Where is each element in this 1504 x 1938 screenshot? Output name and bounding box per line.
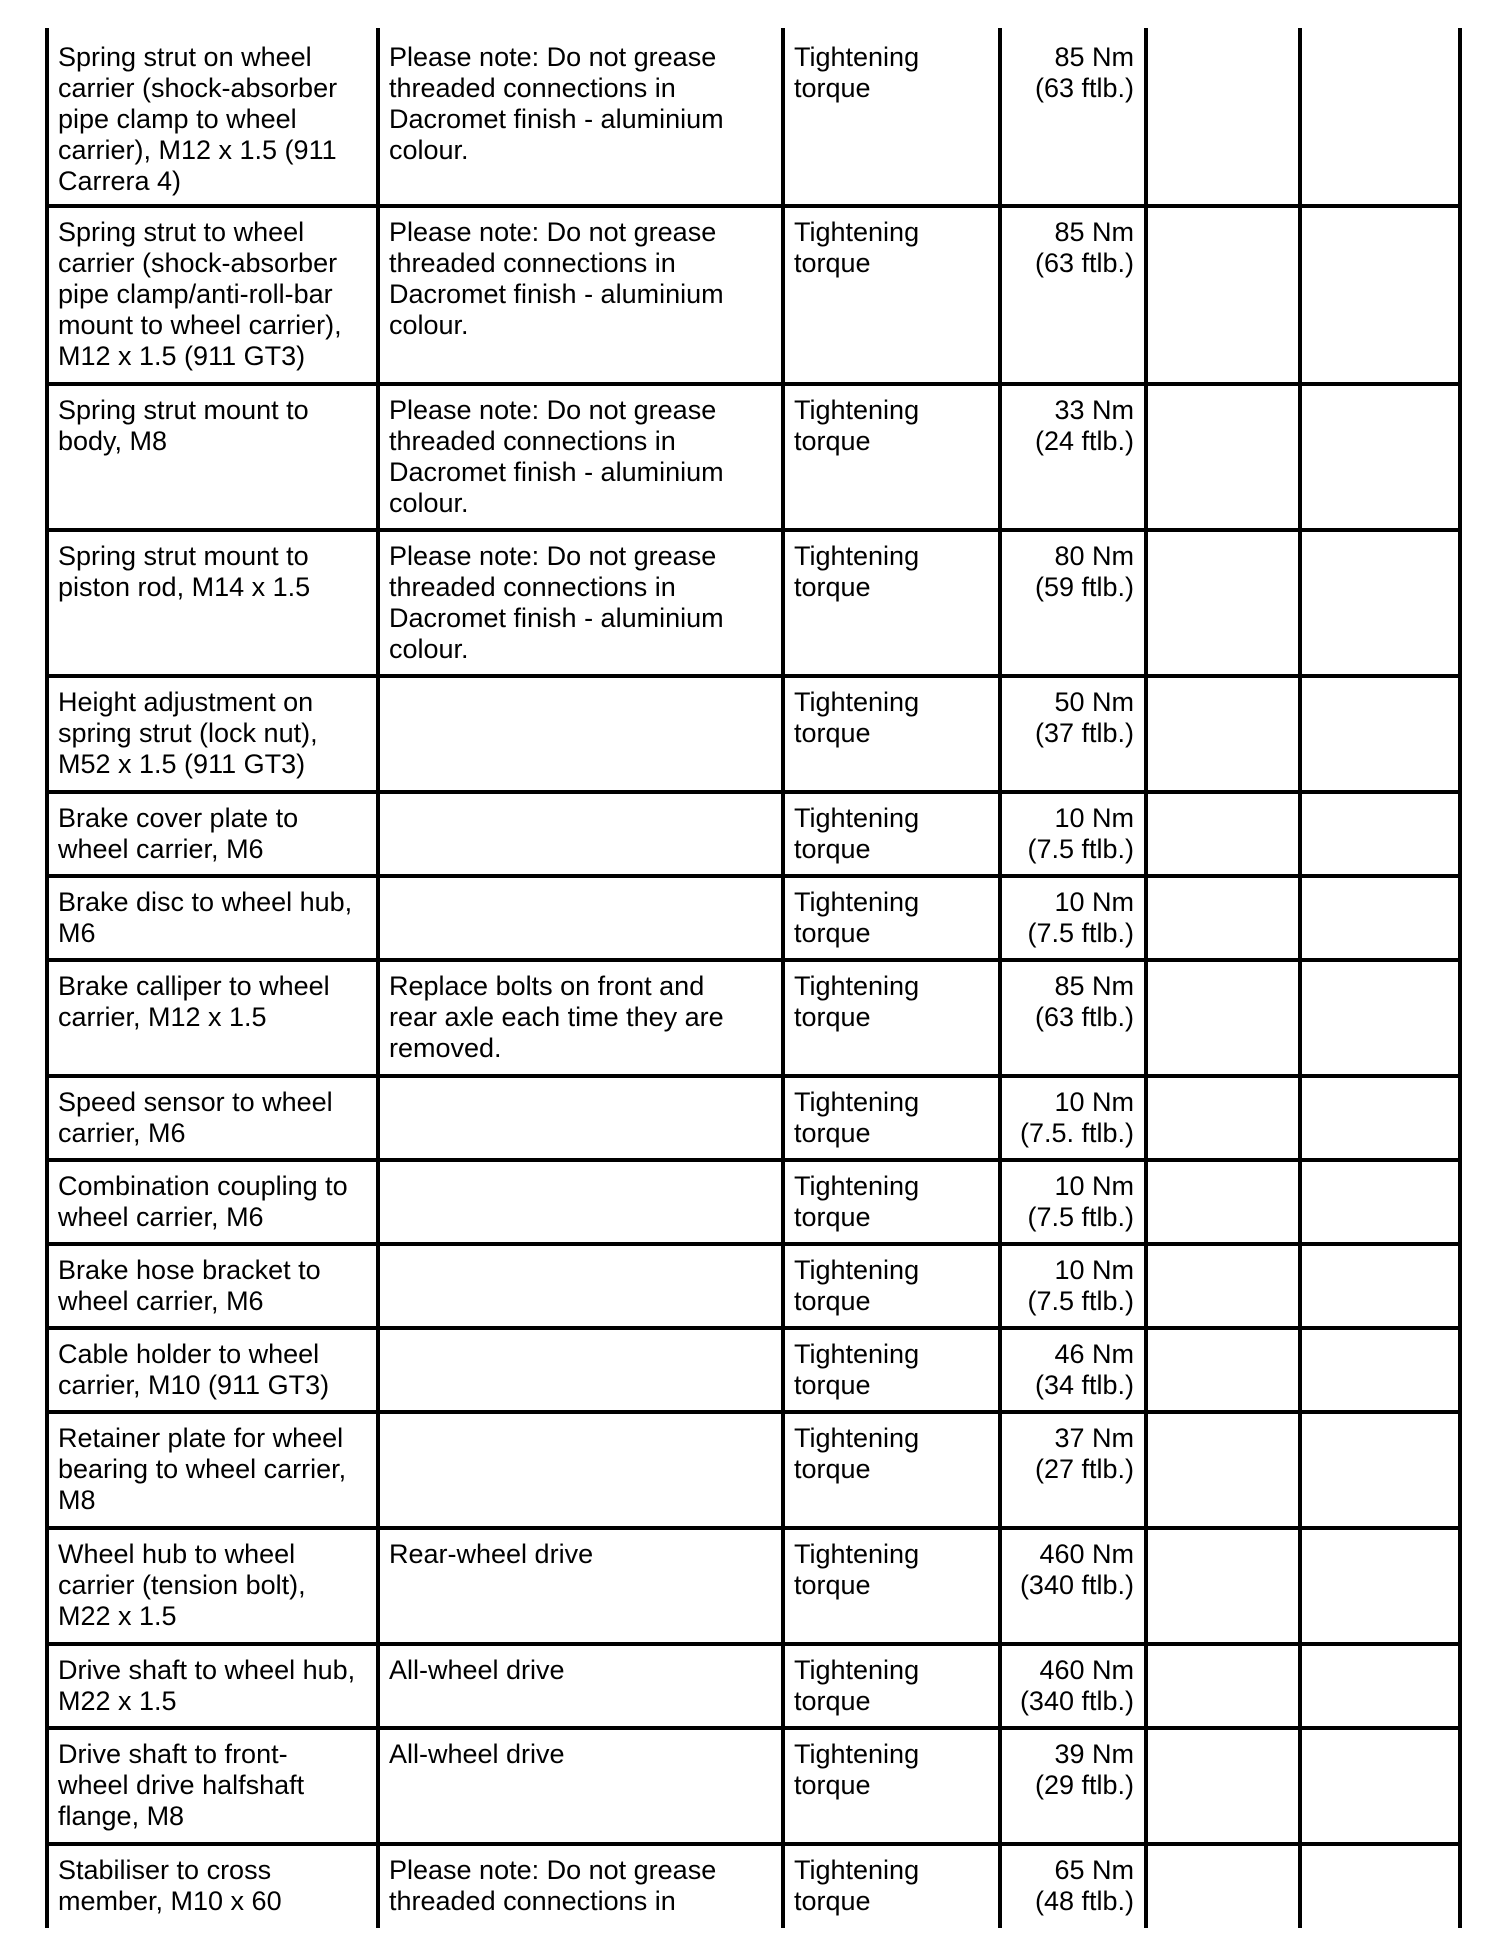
type-cell-line: Tightening bbox=[794, 1655, 920, 1685]
type-cell-line: torque bbox=[794, 918, 871, 948]
note-cell bbox=[378, 1528, 783, 1644]
component-cell bbox=[47, 206, 378, 384]
torque-value-cell-line: (340 ftlb.) bbox=[1019, 1686, 1134, 1716]
type-cell-line: Tightening bbox=[794, 803, 920, 833]
type-cell-line: Tightening bbox=[794, 1255, 920, 1285]
type-cell-line: torque bbox=[794, 718, 871, 748]
type-cell-line: torque bbox=[794, 1454, 871, 1484]
note-cell-line: Please note: Do not grease bbox=[389, 217, 717, 247]
type-cell-line: Tightening bbox=[794, 1087, 920, 1117]
component-cell-line: member, M10 x 60 bbox=[58, 1886, 282, 1916]
type-cell-line: Tightening bbox=[794, 1739, 920, 1769]
component-cell-line: M22 x 1.5 bbox=[58, 1686, 177, 1716]
note-cell-line: Please note: Do not grease bbox=[389, 1855, 717, 1885]
empty-cell-1 bbox=[1146, 206, 1300, 384]
type-cell-line: torque bbox=[794, 1770, 871, 1800]
torque-value-cell-line: 50 Nm bbox=[1054, 687, 1134, 717]
table-row bbox=[47, 206, 1460, 384]
type-cell-line: torque bbox=[794, 1002, 871, 1032]
empty-cell-1 bbox=[1146, 1076, 1300, 1160]
note-cell-line: rear axle each time they are bbox=[389, 1002, 724, 1032]
note-cell bbox=[378, 876, 783, 960]
torque-value-cell-line: 33 Nm bbox=[1054, 395, 1134, 425]
torque-value-cell bbox=[1000, 530, 1146, 676]
empty-cell-2 bbox=[1300, 792, 1460, 876]
type-cell bbox=[783, 1244, 1000, 1328]
note-cell bbox=[378, 1412, 783, 1528]
table-row bbox=[47, 530, 1460, 676]
component-cell-line: Height adjustment on bbox=[58, 687, 314, 717]
torque-value-cell bbox=[1000, 28, 1146, 206]
empty-cell-1 bbox=[1146, 1728, 1300, 1844]
torque-value-cell-line: 10 Nm bbox=[1054, 1255, 1134, 1285]
component-cell-line: M8 bbox=[58, 1485, 96, 1515]
type-cell-line: torque bbox=[794, 1202, 871, 1232]
empty-cell-2 bbox=[1300, 384, 1460, 530]
empty-cell-1 bbox=[1146, 1644, 1300, 1728]
note-cell-line: colour. bbox=[389, 488, 469, 518]
torque-value-cell-line: (7.5 ftlb.) bbox=[1027, 918, 1134, 948]
torque-value-cell bbox=[1000, 1844, 1146, 1928]
component-cell-line: Speed sensor to wheel bbox=[58, 1087, 333, 1117]
component-cell-line: Drive shaft to wheel hub, bbox=[58, 1655, 356, 1685]
component-cell-line: Brake disc to wheel hub, bbox=[58, 887, 353, 917]
table-row bbox=[47, 1160, 1460, 1244]
component-cell bbox=[47, 1244, 378, 1328]
note-cell-line: Dacromet finish - aluminium bbox=[389, 104, 724, 134]
note-cell-line: threaded connections in bbox=[389, 1886, 676, 1916]
empty-cell-1 bbox=[1146, 792, 1300, 876]
torque-value-cell-line: (29 ftlb.) bbox=[1034, 1770, 1134, 1800]
table-row bbox=[47, 28, 1460, 206]
note-cell-line: Replace bolts on front and bbox=[389, 971, 705, 1001]
torque-value-cell-line: 80 Nm bbox=[1054, 541, 1134, 571]
empty-cell-1 bbox=[1146, 676, 1300, 792]
note-cell-line: Dacromet finish - aluminium bbox=[389, 457, 724, 487]
table-body bbox=[47, 28, 1460, 1928]
torque-value-cell-line: 46 Nm bbox=[1054, 1339, 1134, 1369]
torque-value-cell bbox=[1000, 206, 1146, 384]
torque-value-cell-line: (7.5. ftlb.) bbox=[1019, 1118, 1134, 1148]
torque-value-cell bbox=[1000, 1528, 1146, 1644]
component-cell bbox=[47, 28, 378, 206]
empty-cell-1 bbox=[1146, 384, 1300, 530]
torque-value-cell bbox=[1000, 960, 1146, 1076]
component-cell-line: carrier, M12 x 1.5 bbox=[58, 1002, 267, 1032]
type-cell-line: torque bbox=[794, 73, 871, 103]
torque-value-cell-line: (37 ftlb.) bbox=[1034, 718, 1134, 748]
torque-value-cell-line: 85 Nm bbox=[1054, 971, 1134, 1001]
component-cell-line: spring strut (lock nut), bbox=[58, 718, 318, 748]
component-cell bbox=[47, 530, 378, 676]
table-row bbox=[47, 1728, 1460, 1844]
type-cell-line: Tightening bbox=[794, 395, 920, 425]
component-cell-line: carrier (shock-absorber bbox=[58, 248, 338, 278]
note-cell-line: Dacromet finish - aluminium bbox=[389, 603, 724, 633]
type-cell-line: torque bbox=[794, 1370, 871, 1400]
empty-cell-2 bbox=[1300, 1076, 1460, 1160]
note-cell bbox=[378, 1844, 783, 1928]
note-cell-line: Please note: Do not grease bbox=[389, 395, 717, 425]
component-cell bbox=[47, 1728, 378, 1844]
torque-value-cell-line: 10 Nm bbox=[1054, 887, 1134, 917]
torque-value-cell-line: 37 Nm bbox=[1054, 1423, 1134, 1453]
empty-cell-1 bbox=[1146, 876, 1300, 960]
type-cell bbox=[783, 530, 1000, 676]
torque-value-cell-line: 85 Nm bbox=[1054, 42, 1134, 72]
note-cell-line: threaded connections in bbox=[389, 73, 676, 103]
empty-cell-2 bbox=[1300, 876, 1460, 960]
component-cell-line: Combination coupling to bbox=[58, 1171, 348, 1201]
component-cell-line: Cable holder to wheel bbox=[58, 1339, 320, 1369]
component-cell-line: Retainer plate for wheel bbox=[58, 1423, 344, 1453]
note-cell bbox=[378, 1160, 783, 1244]
type-cell-line: torque bbox=[794, 1686, 871, 1716]
note-cell-line: Dacromet finish - aluminium bbox=[389, 279, 724, 309]
empty-cell-1 bbox=[1146, 530, 1300, 676]
note-cell bbox=[378, 530, 783, 676]
note-cell-line: colour. bbox=[389, 310, 469, 340]
note-cell-line: colour. bbox=[389, 135, 469, 165]
torque-value-cell-line: 10 Nm bbox=[1054, 1171, 1134, 1201]
table-row bbox=[47, 792, 1460, 876]
component-cell-line: wheel carrier, M6 bbox=[58, 1286, 264, 1316]
empty-cell-1 bbox=[1146, 1244, 1300, 1328]
table-row bbox=[47, 1644, 1460, 1728]
type-cell-line: Tightening bbox=[794, 687, 920, 717]
type-cell-line: torque bbox=[794, 572, 871, 602]
table-row bbox=[47, 1844, 1460, 1928]
note-cell bbox=[378, 28, 783, 206]
torque-value-cell bbox=[1000, 1076, 1146, 1160]
note-cell bbox=[378, 384, 783, 530]
torque-value-cell-line: (63 ftlb.) bbox=[1034, 248, 1134, 278]
component-cell-line: carrier (shock-absorber bbox=[58, 73, 338, 103]
empty-cell-2 bbox=[1300, 1844, 1460, 1928]
type-cell bbox=[783, 1076, 1000, 1160]
empty-cell-1 bbox=[1146, 1528, 1300, 1644]
torque-value-cell-line: (24 ftlb.) bbox=[1034, 426, 1134, 456]
torque-value-cell-line: (63 ftlb.) bbox=[1034, 1002, 1134, 1032]
component-cell-line: Brake cover plate to bbox=[58, 803, 299, 833]
component-cell-line: Drive shaft to front- bbox=[58, 1739, 288, 1769]
type-cell-line: Tightening bbox=[794, 42, 920, 72]
torque-value-cell-line: (59 ftlb.) bbox=[1034, 572, 1134, 602]
note-cell bbox=[378, 206, 783, 384]
component-cell-line: carrier, M6 bbox=[58, 1118, 186, 1148]
type-cell-line: Tightening bbox=[794, 1339, 920, 1369]
torque-specification-table bbox=[45, 28, 1462, 1928]
note-cell bbox=[378, 1076, 783, 1160]
type-cell bbox=[783, 792, 1000, 876]
empty-cell-1 bbox=[1146, 1844, 1300, 1928]
torque-value-cell bbox=[1000, 1728, 1146, 1844]
type-cell-line: torque bbox=[794, 248, 871, 278]
component-cell bbox=[47, 676, 378, 792]
torque-value-cell bbox=[1000, 676, 1146, 792]
type-cell-line: torque bbox=[794, 426, 871, 456]
component-cell bbox=[47, 1076, 378, 1160]
component-cell-line: M52 x 1.5 (911 GT3) bbox=[58, 749, 306, 779]
type-cell-line: Tightening bbox=[794, 1539, 920, 1569]
note-cell-line: All-wheel drive bbox=[389, 1739, 565, 1769]
empty-cell-1 bbox=[1146, 1328, 1300, 1412]
type-cell-line: torque bbox=[794, 1286, 871, 1316]
torque-value-cell-line: (48 ftlb.) bbox=[1034, 1886, 1134, 1916]
component-cell-line: pipe clamp/anti-roll-bar bbox=[58, 279, 333, 309]
torque-value-cell-line: 39 Nm bbox=[1054, 1739, 1134, 1769]
component-cell-line: wheel drive halfshaft bbox=[58, 1770, 305, 1800]
type-cell-line: Tightening bbox=[794, 1855, 920, 1885]
torque-value-cell bbox=[1000, 1244, 1146, 1328]
type-cell-line: torque bbox=[794, 1570, 871, 1600]
table-row bbox=[47, 384, 1460, 530]
note-cell-line: Please note: Do not grease bbox=[389, 541, 717, 571]
type-cell-line: Tightening bbox=[794, 541, 920, 571]
type-cell bbox=[783, 1644, 1000, 1728]
component-cell bbox=[47, 792, 378, 876]
torque-value-cell-line: (63 ftlb.) bbox=[1034, 73, 1134, 103]
note-cell bbox=[378, 960, 783, 1076]
component-cell-line: Spring strut mount to bbox=[58, 541, 309, 571]
table-row bbox=[47, 1328, 1460, 1412]
note-cell-line: colour. bbox=[389, 634, 469, 664]
component-cell bbox=[47, 1328, 378, 1412]
component-cell-line: body, M8 bbox=[58, 426, 168, 456]
component-cell-line: wheel carrier, M6 bbox=[58, 834, 264, 864]
component-cell bbox=[47, 876, 378, 960]
table-row bbox=[47, 1528, 1460, 1644]
component-cell-line: M22 x 1.5 bbox=[58, 1601, 177, 1631]
empty-cell-2 bbox=[1300, 1644, 1460, 1728]
note-cell bbox=[378, 1728, 783, 1844]
note-cell bbox=[378, 1644, 783, 1728]
type-cell-line: torque bbox=[794, 834, 871, 864]
torque-value-cell bbox=[1000, 384, 1146, 530]
empty-cell-2 bbox=[1300, 960, 1460, 1076]
type-cell-line: torque bbox=[794, 1118, 871, 1148]
component-cell-line: Spring strut to wheel bbox=[58, 217, 305, 247]
table-row bbox=[47, 960, 1460, 1076]
component-cell-line: wheel carrier, M6 bbox=[58, 1202, 264, 1232]
type-cell bbox=[783, 1160, 1000, 1244]
torque-value-cell-line: (34 ftlb.) bbox=[1034, 1370, 1134, 1400]
note-cell-line: threaded connections in bbox=[389, 572, 676, 602]
empty-cell-2 bbox=[1300, 676, 1460, 792]
table-row bbox=[47, 1244, 1460, 1328]
torque-value-cell-line: (7.5 ftlb.) bbox=[1027, 834, 1134, 864]
note-cell bbox=[378, 792, 783, 876]
torque-value-cell-line: (340 ftlb.) bbox=[1019, 1570, 1134, 1600]
torque-value-cell-line: 460 Nm bbox=[1039, 1655, 1134, 1685]
note-cell bbox=[378, 1328, 783, 1412]
type-cell-line: Tightening bbox=[794, 1171, 920, 1201]
type-cell bbox=[783, 384, 1000, 530]
type-cell-line: torque bbox=[794, 1886, 871, 1916]
note-cell-line: removed. bbox=[389, 1033, 502, 1063]
type-cell-line: Tightening bbox=[794, 1423, 920, 1453]
empty-cell-2 bbox=[1300, 28, 1460, 206]
torque-value-cell-line: 85 Nm bbox=[1054, 217, 1134, 247]
note-cell-line: threaded connections in bbox=[389, 248, 676, 278]
torque-value-cell-line: 10 Nm bbox=[1054, 1087, 1134, 1117]
component-cell bbox=[47, 960, 378, 1076]
component-cell-line: piston rod, M14 x 1.5 bbox=[58, 572, 311, 602]
type-cell-line: Tightening bbox=[794, 971, 920, 1001]
empty-cell-1 bbox=[1146, 1412, 1300, 1528]
type-cell bbox=[783, 1728, 1000, 1844]
component-cell-line: Carrera 4) bbox=[58, 166, 182, 196]
table-row bbox=[47, 1412, 1460, 1528]
type-cell bbox=[783, 206, 1000, 384]
torque-value-cell-line: 460 Nm bbox=[1039, 1539, 1134, 1569]
component-cell-line: pipe clamp to wheel bbox=[58, 104, 297, 134]
component-cell bbox=[47, 1644, 378, 1728]
component-cell-line: Brake calliper to wheel bbox=[58, 971, 330, 1001]
type-cell bbox=[783, 876, 1000, 960]
component-cell-line: Stabiliser to cross bbox=[58, 1855, 272, 1885]
component-cell-line: bearing to wheel carrier, bbox=[58, 1454, 347, 1484]
component-cell bbox=[47, 1160, 378, 1244]
component-cell-line: M12 x 1.5 (911 GT3) bbox=[58, 341, 306, 371]
torque-value-cell-line: 65 Nm bbox=[1054, 1855, 1134, 1885]
type-cell bbox=[783, 1328, 1000, 1412]
type-cell-line: Tightening bbox=[794, 887, 920, 917]
type-cell-line: Tightening bbox=[794, 217, 920, 247]
empty-cell-2 bbox=[1300, 1328, 1460, 1412]
type-cell bbox=[783, 960, 1000, 1076]
torque-value-cell bbox=[1000, 1644, 1146, 1728]
empty-cell-2 bbox=[1300, 206, 1460, 384]
empty-cell-1 bbox=[1146, 28, 1300, 206]
torque-value-cell bbox=[1000, 792, 1146, 876]
empty-cell-1 bbox=[1146, 1160, 1300, 1244]
component-cell-line: Spring strut mount to bbox=[58, 395, 309, 425]
torque-value-cell-line: (27 ftlb.) bbox=[1034, 1454, 1134, 1484]
component-cell-line: mount to wheel carrier), bbox=[58, 310, 342, 340]
note-cell bbox=[378, 676, 783, 792]
empty-cell-2 bbox=[1300, 1160, 1460, 1244]
note-cell-line: Rear-wheel drive bbox=[389, 1539, 594, 1569]
type-cell bbox=[783, 28, 1000, 206]
torque-value-cell-line: (7.5 ftlb.) bbox=[1027, 1202, 1134, 1232]
component-cell-line: M6 bbox=[58, 918, 96, 948]
note-cell-line: threaded connections in bbox=[389, 426, 676, 456]
type-cell bbox=[783, 1528, 1000, 1644]
type-cell bbox=[783, 1844, 1000, 1928]
type-cell bbox=[783, 1412, 1000, 1528]
empty-cell-2 bbox=[1300, 1728, 1460, 1844]
empty-cell-2 bbox=[1300, 1244, 1460, 1328]
torque-value-cell-line: 10 Nm bbox=[1054, 803, 1134, 833]
note-cell-line: Please note: Do not grease bbox=[389, 42, 717, 72]
component-cell-line: Brake hose bracket to bbox=[58, 1255, 321, 1285]
torque-value-cell bbox=[1000, 876, 1146, 960]
component-cell bbox=[47, 1528, 378, 1644]
empty-cell-2 bbox=[1300, 1528, 1460, 1644]
component-cell-line: carrier, M10 (911 GT3) bbox=[58, 1370, 330, 1400]
table-row bbox=[47, 876, 1460, 960]
note-cell bbox=[378, 1244, 783, 1328]
torque-value-cell bbox=[1000, 1328, 1146, 1412]
component-cell bbox=[47, 1844, 378, 1928]
component-cell bbox=[47, 1412, 378, 1528]
torque-value-cell bbox=[1000, 1412, 1146, 1528]
torque-value-cell-line: (7.5 ftlb.) bbox=[1027, 1286, 1134, 1316]
component-cell-line: Wheel hub to wheel bbox=[58, 1539, 296, 1569]
component-cell bbox=[47, 384, 378, 530]
table-row bbox=[47, 1076, 1460, 1160]
type-cell bbox=[783, 676, 1000, 792]
table-row bbox=[47, 676, 1460, 792]
torque-value-cell bbox=[1000, 1160, 1146, 1244]
component-cell-line: carrier), M12 x 1.5 (911 bbox=[58, 135, 337, 165]
empty-cell-2 bbox=[1300, 530, 1460, 676]
empty-cell-1 bbox=[1146, 960, 1300, 1076]
component-cell-line: Spring strut on wheel bbox=[58, 42, 312, 72]
note-cell-line: All-wheel drive bbox=[389, 1655, 565, 1685]
empty-cell-2 bbox=[1300, 1412, 1460, 1528]
component-cell-line: flange, M8 bbox=[58, 1801, 185, 1831]
component-cell-line: carrier (tension bolt), bbox=[58, 1570, 306, 1600]
